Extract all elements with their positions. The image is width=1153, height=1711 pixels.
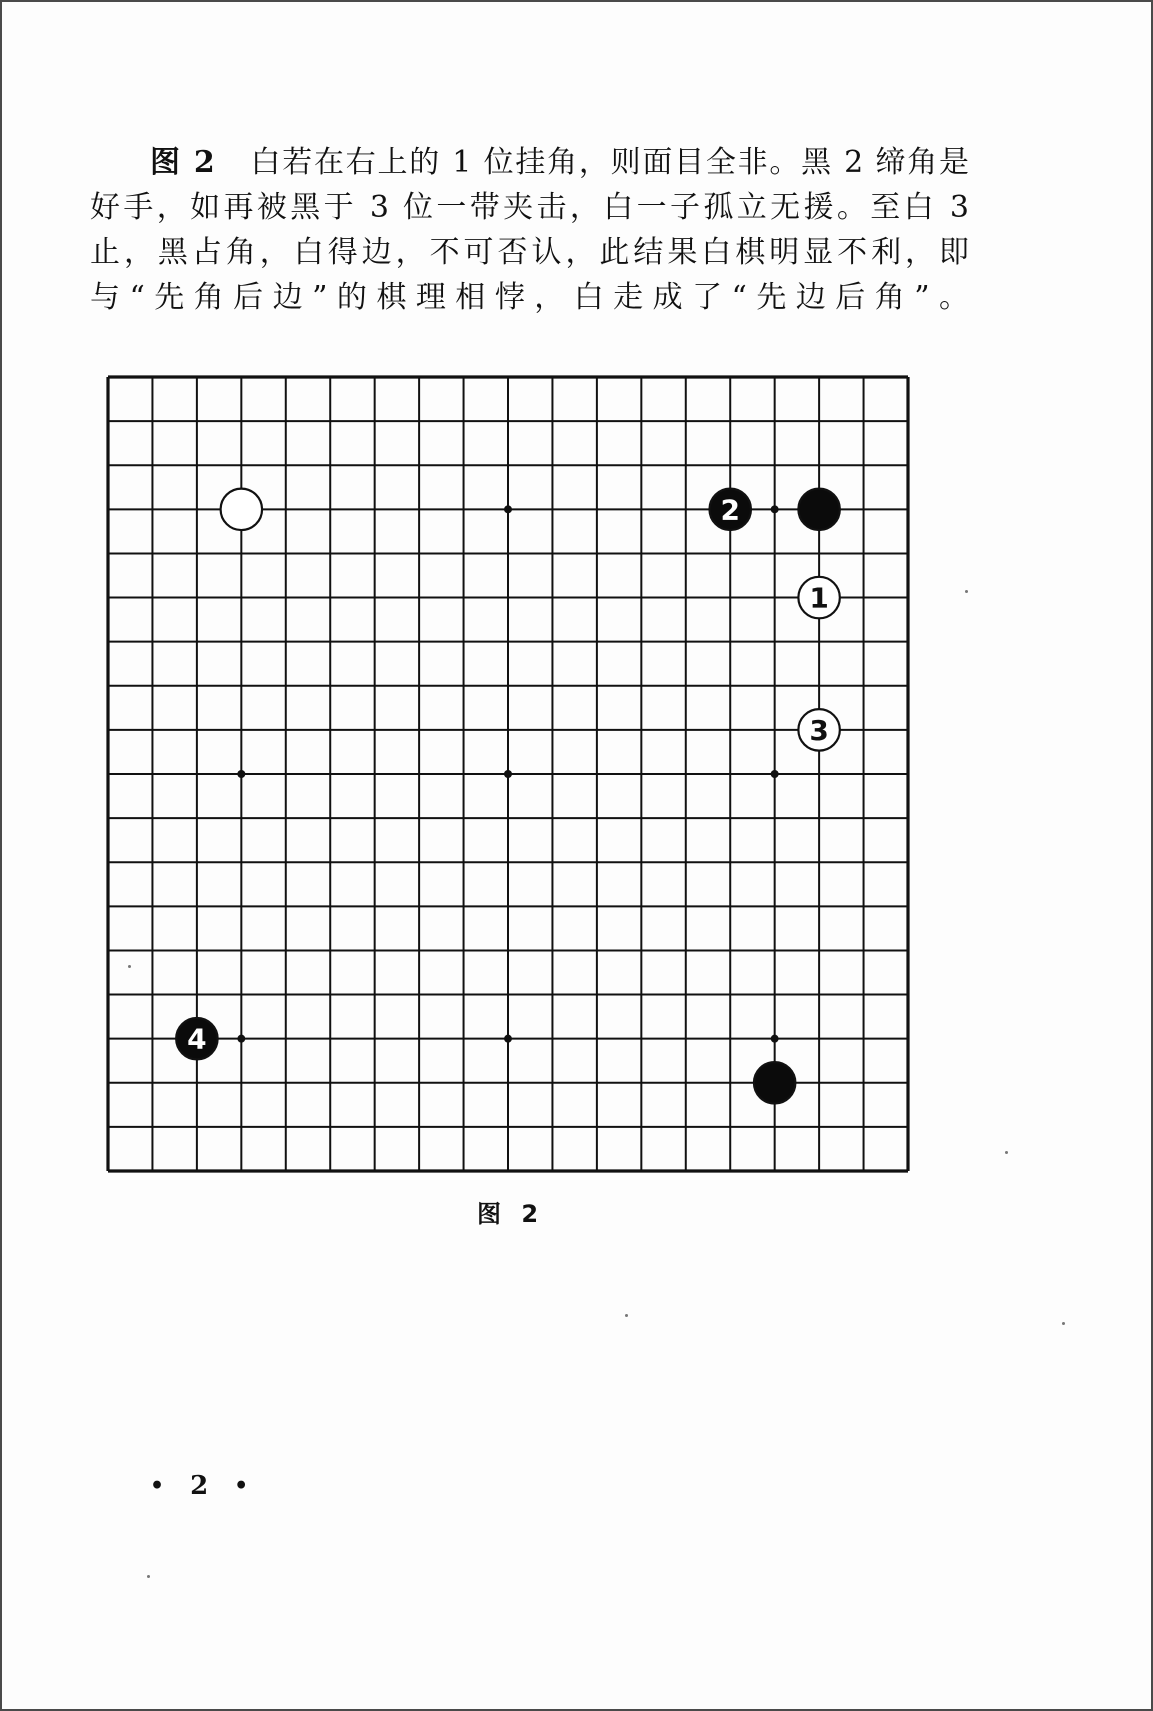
paragraph-text: 白若在右上的 1 位挂角，则面目全非。黑 2 缔角是好手，如再被黑于 3 位一带夹击，白一子孤立无援。至白 3 止，黑占角，白得边，不可否认，此结果白棋明显不利，即与“先角后边”的棋理相悖，白走成了“先边后角”。 <box>90 145 970 315</box>
star-point <box>504 505 512 513</box>
figure-label: 图 2 <box>150 145 216 180</box>
scan-speck <box>1005 1151 1008 1154</box>
body-paragraph <box>90 140 970 320</box>
scan-speck <box>1062 1322 1065 1325</box>
stone-move-number: 1 <box>809 581 829 615</box>
go-board-diagram <box>105 374 911 1174</box>
scan-speck <box>625 1314 628 1317</box>
star-point <box>237 770 245 778</box>
scan-speck <box>147 1575 150 1578</box>
star-point <box>504 770 512 778</box>
star-point <box>771 770 779 778</box>
stone-move-number: 3 <box>809 713 829 747</box>
stone-move-number: 2 <box>720 493 740 527</box>
footer-dot-left: • <box>150 1473 165 1499</box>
star-point <box>504 1035 512 1043</box>
star-point <box>237 1035 245 1043</box>
scan-speck <box>128 965 131 968</box>
figure-caption: 图 2 <box>477 1200 545 1228</box>
black-stone <box>798 489 839 530</box>
footer-dot-right: • <box>234 1473 249 1499</box>
scan-speck <box>965 590 968 593</box>
page-footer <box>150 1471 248 1501</box>
star-point <box>771 1035 779 1043</box>
white-stone <box>221 489 262 530</box>
stone-move-number: 4 <box>187 1022 207 1056</box>
page-number: 2 <box>190 1471 209 1501</box>
black-stone <box>754 1062 795 1103</box>
star-point <box>771 505 779 513</box>
